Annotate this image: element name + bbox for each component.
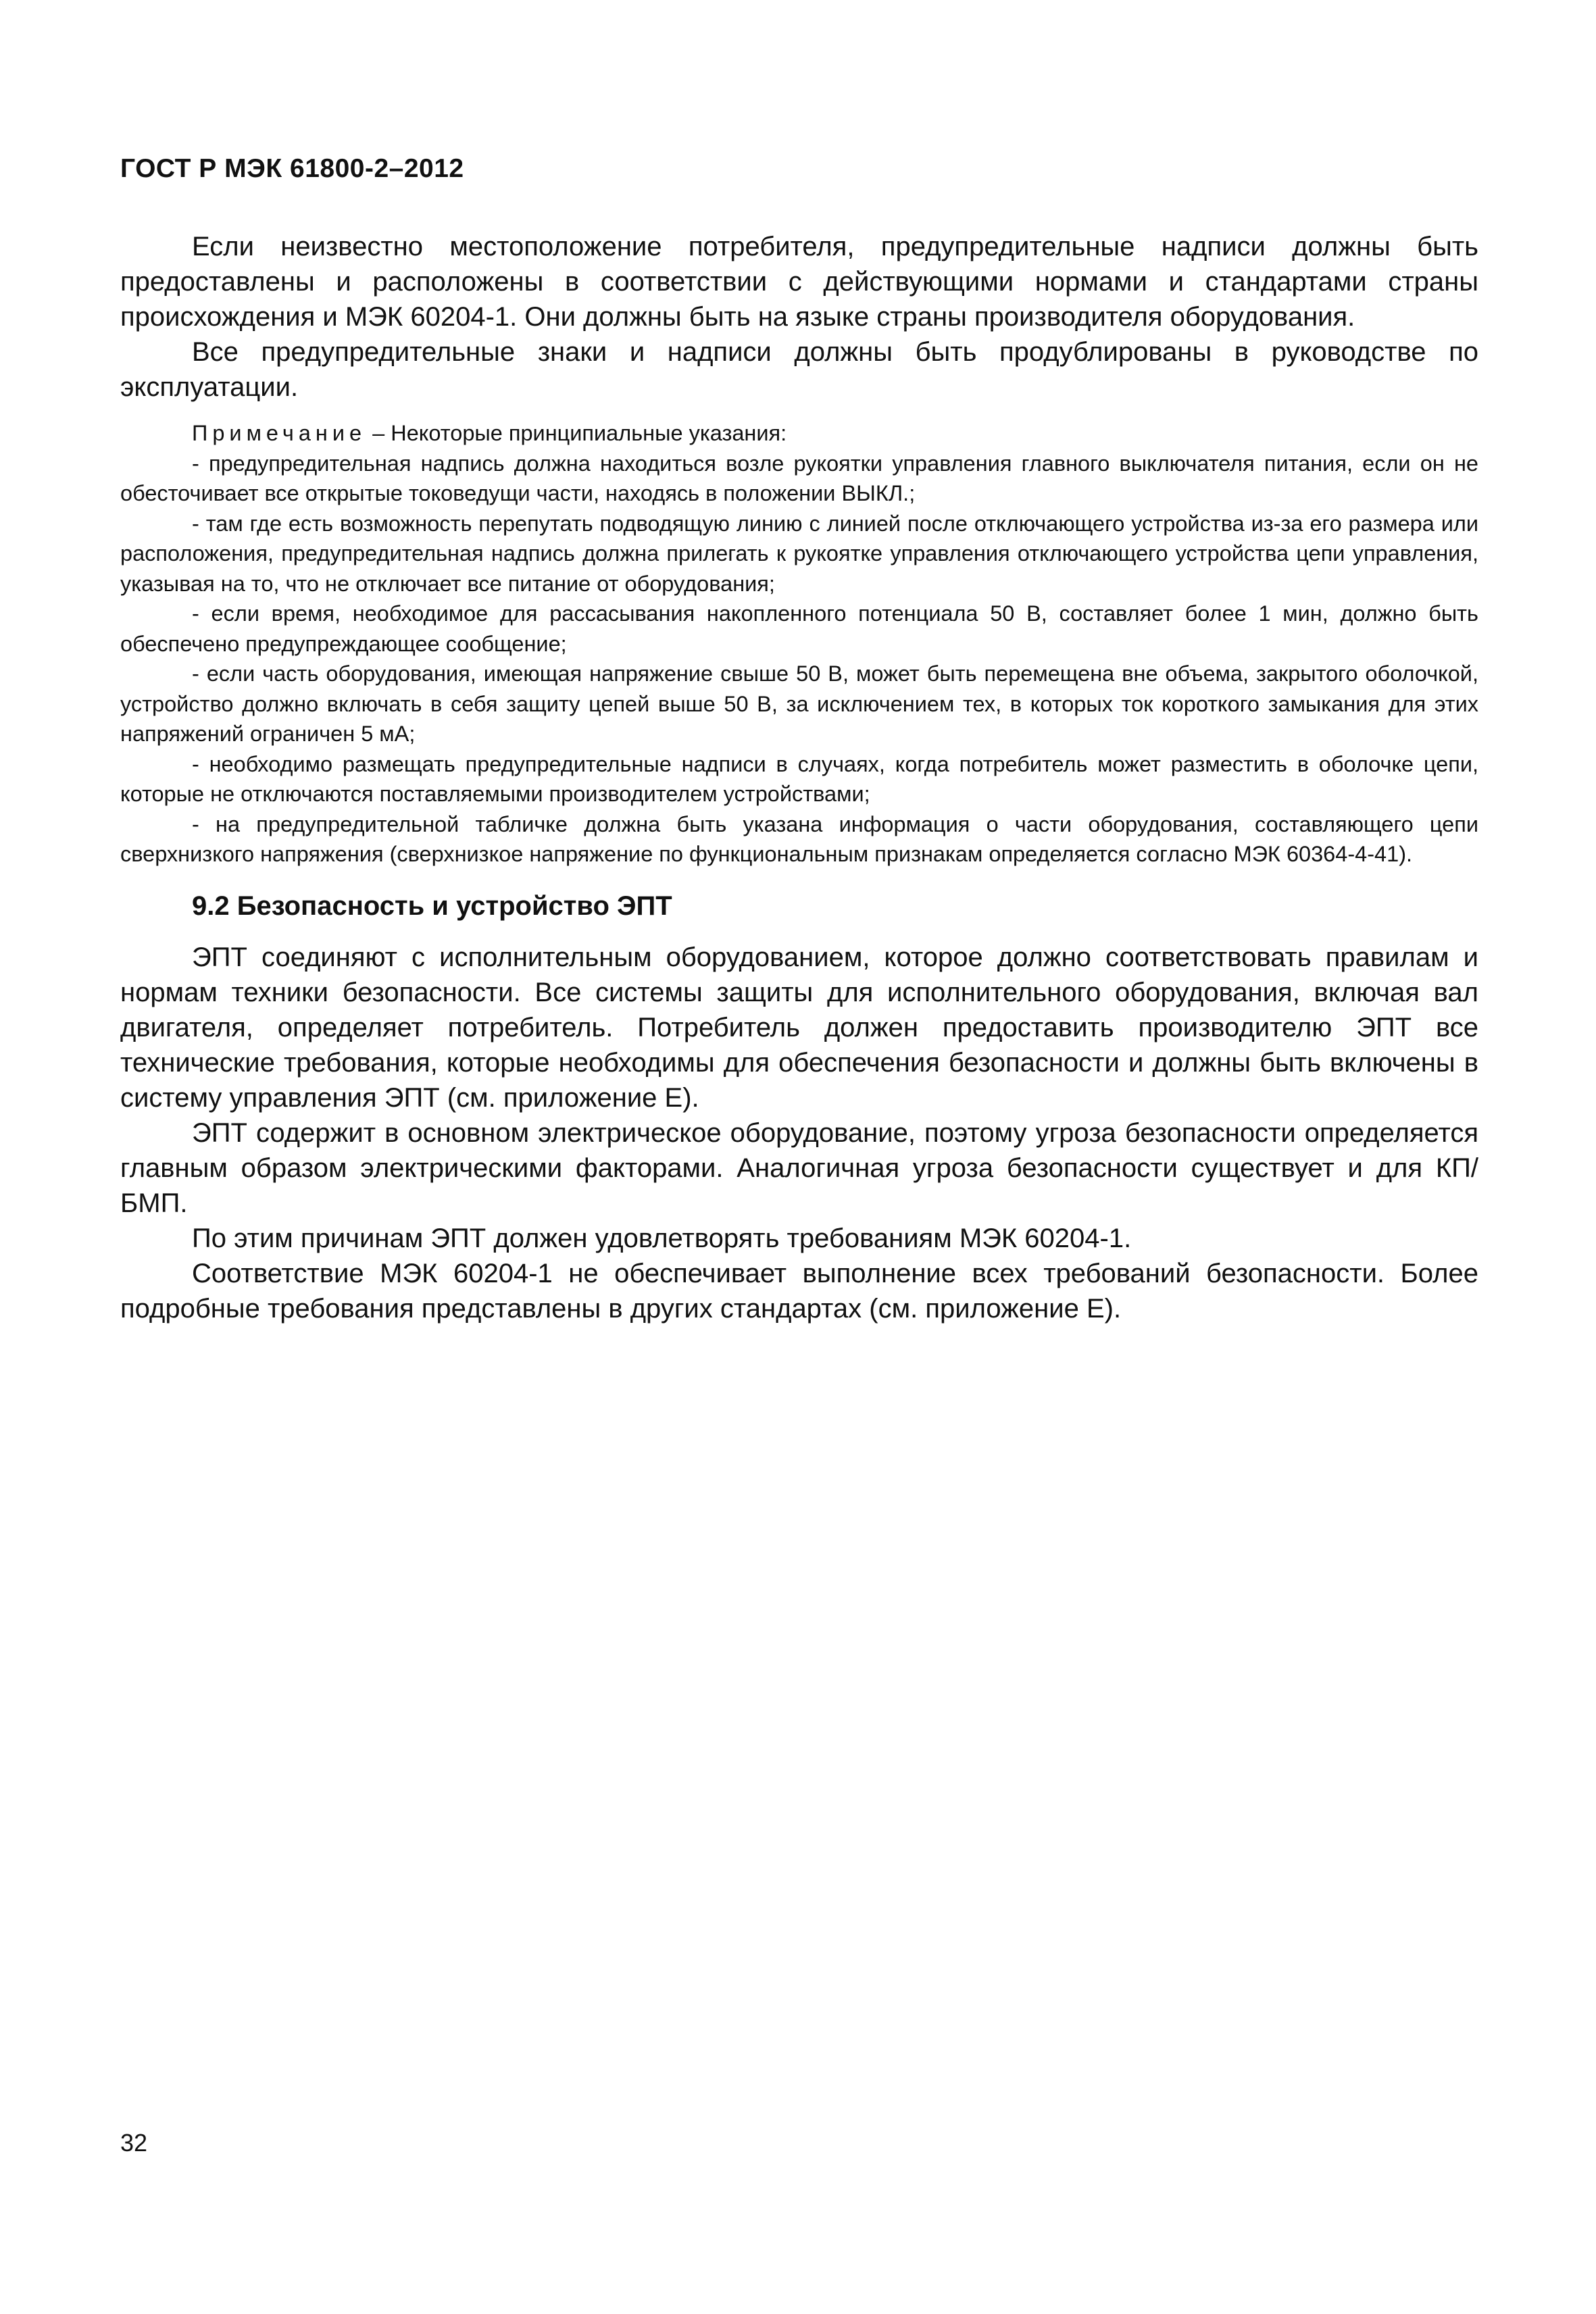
intro-paragraph-1: Если неизвестно местоположение потребителя, предупредительные надписи должны быть предоставлены и расположены в соответствии с действующими нормами и стандартами страны происхождения и МЭК 60204-1. Они должны быть на языке страны производителя оборудования. (120, 232, 1478, 332)
section-paragraph: ЭПТ соединяют с исполнительным оборудованием, которое должно соответствовать правилам и нормам техники безопасности. Все системы защиты для исполнительного оборудования, включая вал двигателя, определяет потребитель. Потребитель должен предоставить производителю ЭПТ все технические требования, которые необходимы для обеспечения безопасности и должны быть включены в систему управления ЭПТ (см. приложение Е). (120, 942, 1478, 1113)
note-item: - необходимо размещать предупредительные надписи в случаях, когда потребитель может разместить в оболочке цепи, которые не отключаются поставляемыми производителем устройствами; (120, 751, 1478, 806)
note-label: Примечание (192, 421, 367, 445)
page-content (120, 152, 1478, 1326)
section-paragraph: Соответствие МЭК 60204-1 не обеспечивает выполнение всех требований безопасности. Более подробные требования представлены в других стандартах (см. приложение Е). (120, 1258, 1478, 1324)
note-item: - если время, необходимое для рассасывания накопленного потенциала 50 В, составляет более 1 мин, должно быть обеспечено предупреждающее сообщение; (120, 601, 1478, 656)
note-item: - предупредительная надпись должна находиться возле рукоятки управления главного выключателя питания, если он не обесточивает все открытые токоведущи части, находясь в положении ВЫКЛ.; (120, 451, 1478, 505)
note-intro (120, 418, 1478, 449)
section-heading: 9.2 Безопасность и устройство ЭПТ (192, 890, 672, 921)
standard-designation: ГОСТ Р МЭК 61800-2–2012 (120, 154, 464, 183)
note-item: - там где есть возможность перепутать подводящую линию с линией после отключающего устройства из-за его размера или расположения, предупредительная надпись должна прилегать к рукоятке управления отключающего устройства цепи управления, указывая на то, что не отключает все питание от оборудования; (120, 511, 1478, 596)
note-block (120, 418, 1478, 870)
page-number: 32 (120, 2129, 148, 2157)
section-paragraph: По этим причинам ЭПТ должен удовлетворять требованиям МЭК 60204-1. (192, 1223, 1132, 1253)
section-paragraph: ЭПТ содержит в основном электрическое оборудование, поэтому угроза безопасности определяется главным образом электрическими факторами. Аналогичная угроза безопасности существует и для КП/БМП. (120, 1117, 1478, 1218)
intro-paragraph-2: Все предупредительные знаки и надписи должны быть продублированы в руководстве по эксплуатации. (120, 337, 1478, 402)
note-item: - если часть оборудования, имеющая напряжение свыше 50 В, может быть перемещена вне объема, закрытого оболочкой, устройство должно включать в себя защиту цепей выше 50 В, за исключением тех, в которых ток короткого замыкания для этих напряжений ограничен 5 мА; (120, 661, 1478, 746)
note-item: - на предупредительной табличке должна быть указана информация о части оборудования, составляющего цепи сверхнизкого напряжения (сверхнизкое напряжение по функциональным признакам определяется согласно МЭК 60364-4-41). (120, 811, 1478, 866)
note-lead: – Некоторые принципиальные указания: (366, 421, 787, 445)
